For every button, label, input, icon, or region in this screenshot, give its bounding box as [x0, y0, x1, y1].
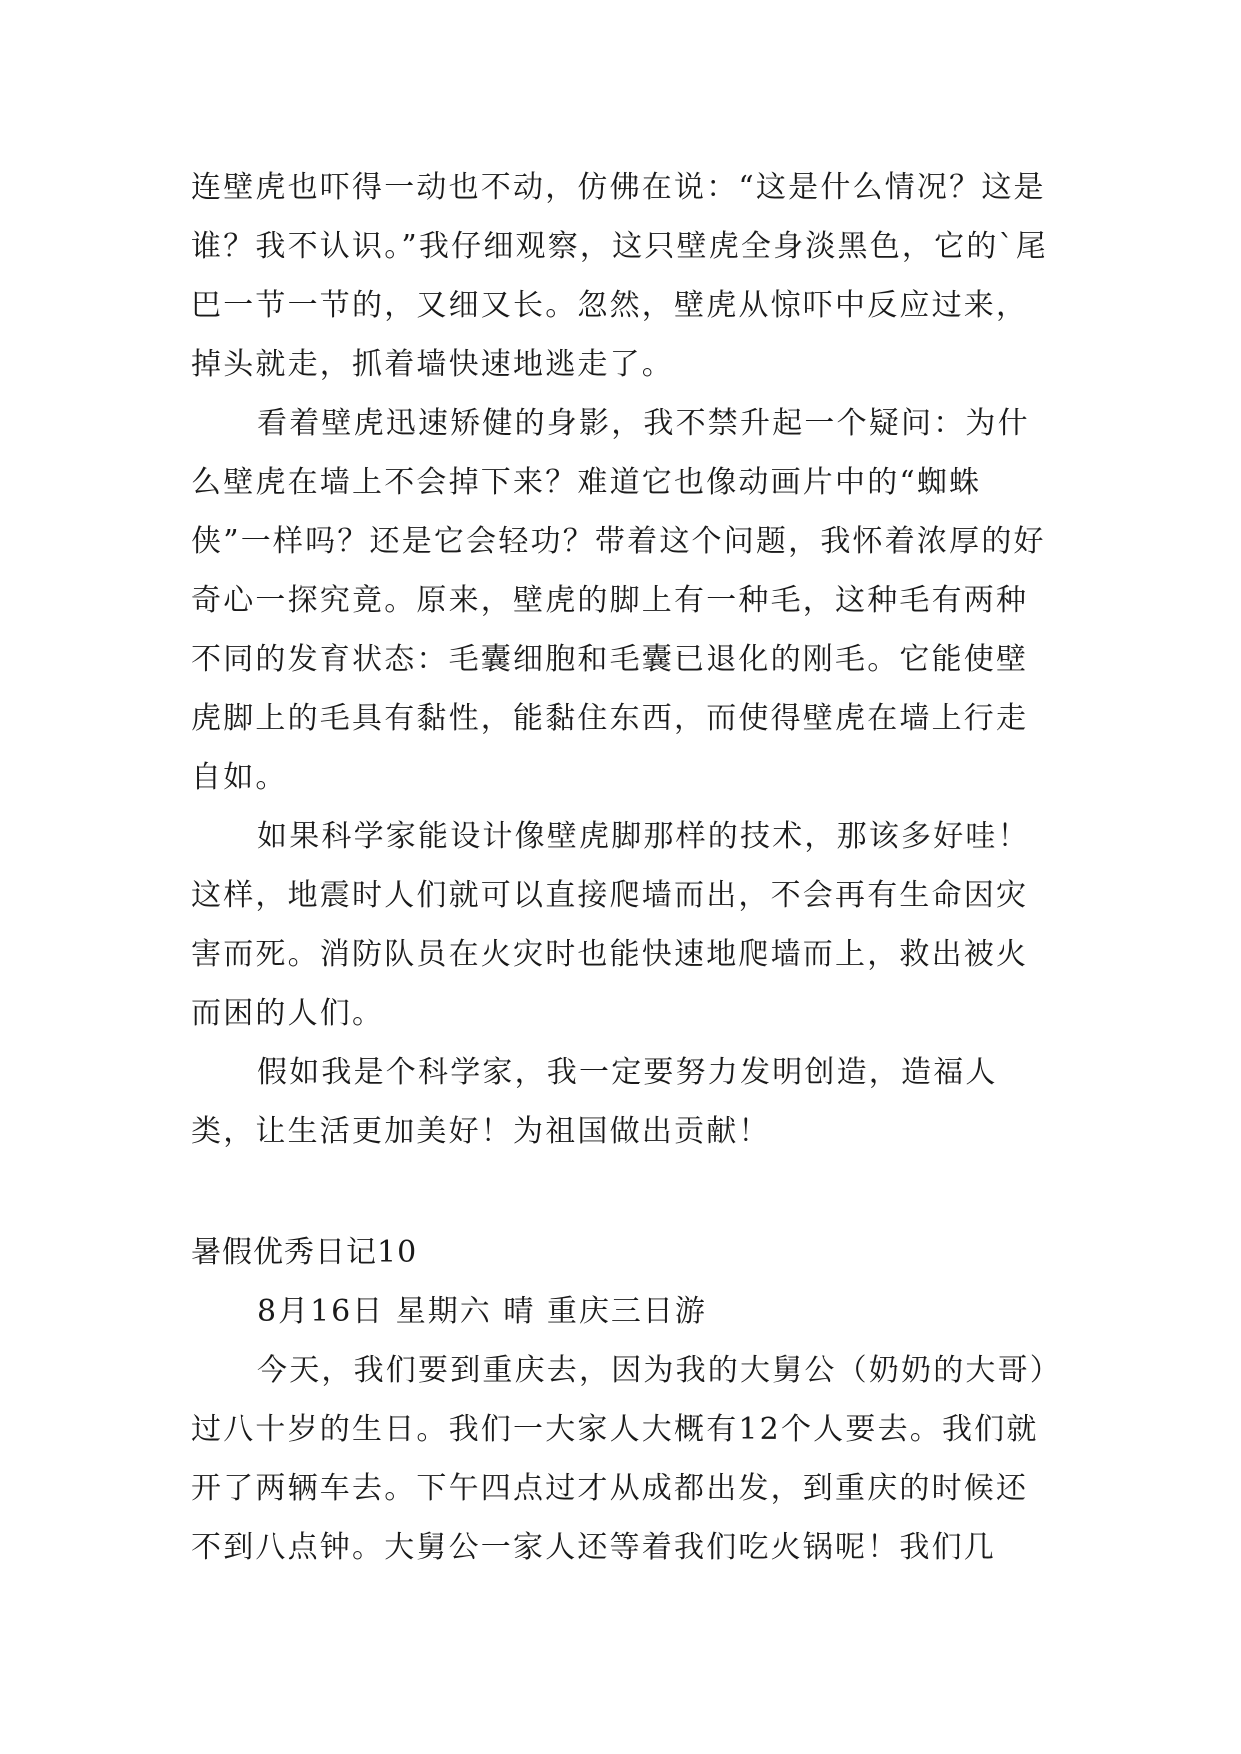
document-body	[191, 158, 1051, 1577]
diary-dateline: 8月16日 星期六 晴 重庆三日游	[257, 1294, 707, 1329]
paragraph-scientist-tech: 如果科学家能设计像壁虎脚那样的技术，那该多好哇！这样，地震时人们就可以直接爬墙而出，不会再有生命因灾害而死。消防队员在火灾时也能快速地爬墙而上，救出被火而困的人们。	[191, 819, 1030, 1031]
paragraph-scientist-wish: 假如我是个科学家，我一定要努力发明创造，造福人类，让生活更加美好！为祖国做出贡献！	[191, 1055, 998, 1149]
paragraph-gecko-frozen: 连壁虎也吓得一动也不动，仿佛在说：“这是什么情况？这是谁？我不认识。”我仔细观察，这只壁虎全身淡黑色，它的`尾巴一节一节的，又细又长。忽然，壁虎从惊吓中反应过来，掉头就走，抓着墙快速地逃走了。	[191, 170, 1048, 382]
paragraph-gecko-question: 看着壁虎迅速矫健的身影，我不禁升起一个疑问：为什么壁虎在墙上不会掉下来？难道它也像动画片中的“蜘蛛侠”一样吗？还是它会轻功？带着这个问题，我怀着浓厚的好奇心一探究竟。原来，壁虎的脚上有一种毛，这种毛有两种不同的发育状态：毛囊细胞和毛囊已退化的刚毛。它能使壁虎脚上的毛具有黏性，能黏住东西，而使得壁虎在墙上行走自如。	[191, 406, 1046, 795]
section-title: 暑假优秀日记10	[191, 1235, 418, 1270]
section-gap	[191, 1161, 1051, 1223]
paragraph-chongqing-trip: 今天，我们要到重庆去，因为我的大舅公（奶奶的大哥）过八十岁的生日。我们一大家人大概有12个人要去。我们就开了两辆车去。下午四点过才从成都出发，到重庆的时候还不到八点钟。大舅公一家人还等着我们吃火锅呢！我们几	[191, 1353, 1047, 1565]
